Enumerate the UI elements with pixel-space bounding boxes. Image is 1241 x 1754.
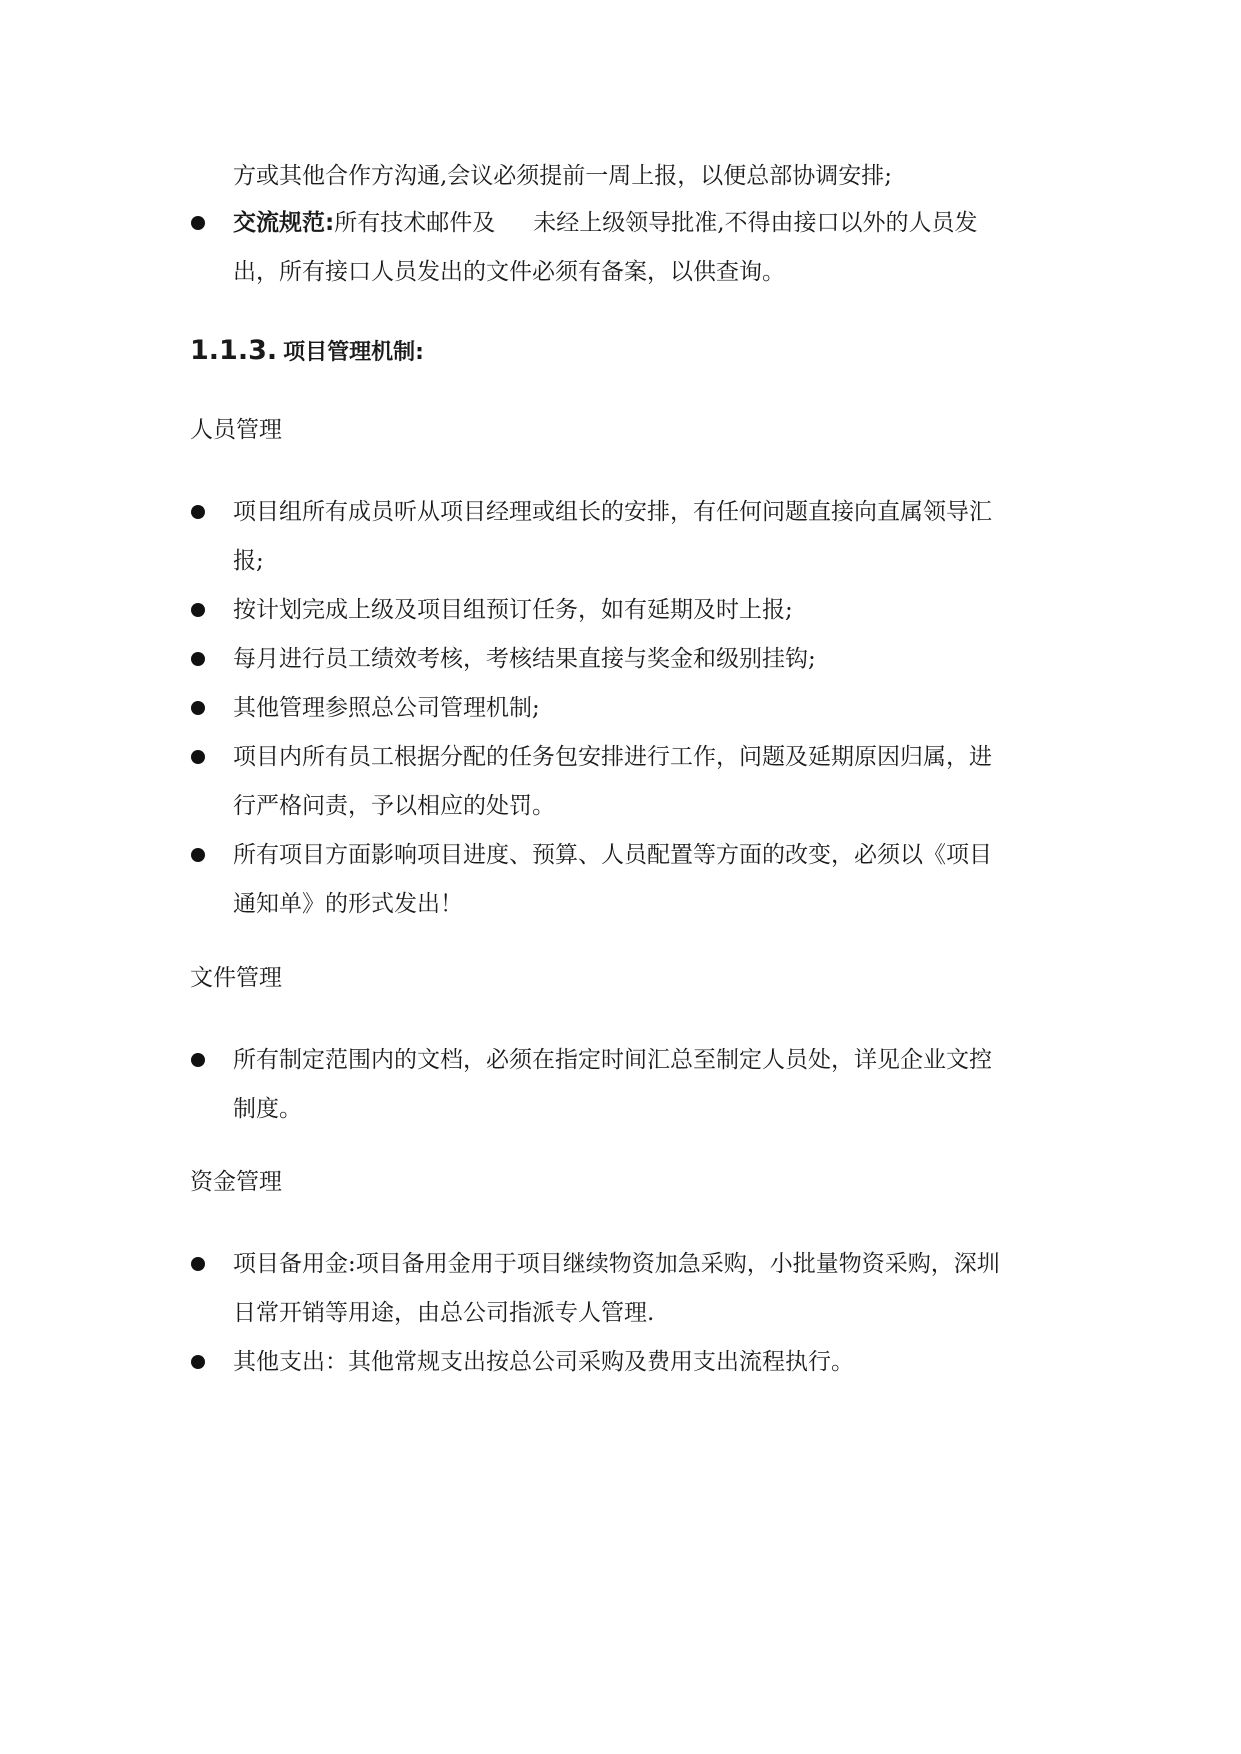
bullet-dot xyxy=(191,652,205,666)
list-item: 按计划完成上级及项目组预订任务，如有延期及时上报; xyxy=(233,597,793,623)
list-item: 项目备用金:项目备用金用于项目继续物资加急采购，小批量物资采购，深圳 xyxy=(233,1251,1000,1277)
list-item: 每月进行员工绩效考核，考核结果直接与奖金和级别挂钩; xyxy=(233,646,816,672)
bullet-dot xyxy=(191,1257,205,1271)
subheading-personnel: 人员管理 xyxy=(190,417,282,443)
bullet-dot xyxy=(191,848,205,862)
communication-text-1: 所有技术邮件及 xyxy=(334,210,496,236)
list-item-cont: 制度。 xyxy=(233,1096,302,1122)
subheading-files: 文件管理 xyxy=(190,965,282,991)
subheading-funds: 资金管理 xyxy=(190,1169,282,1195)
bullet-dot xyxy=(191,216,205,230)
list-item: 所有项目方面影响项目进度、预算、人员配置等方面的改变，必须以《项目 xyxy=(233,842,992,868)
list-item: 项目内所有员工根据分配的任务包安排进行工作，问题及延期原因归属，进 xyxy=(233,744,992,770)
section-number: 1.1.3. xyxy=(190,335,278,366)
bullet-dot xyxy=(191,1053,205,1067)
list-item-cont: 日常开销等用途，由总公司指派专人管理. xyxy=(233,1300,655,1326)
bullet-dot xyxy=(191,1355,205,1369)
communication-label: 交流规范: xyxy=(233,210,335,236)
bullet-dot xyxy=(191,750,205,764)
communication-text-2: 未经上级领导批准,不得由接口以外的人员发 xyxy=(533,210,978,236)
list-item: 项目组所有成员听从项目经理或组长的安排，有任何问题直接向直属领导汇 xyxy=(233,499,992,525)
communication-item-cont: 出，所有接口人员发出的文件必须有备案，以供查询。 xyxy=(233,259,785,285)
list-item: 其他管理参照总公司管理机制; xyxy=(233,695,540,721)
bullet-dot xyxy=(191,603,205,617)
bullet-dot xyxy=(191,505,205,519)
list-item: 所有制定范围内的文档，必须在指定时间汇总至制定人员处，详见企业文控 xyxy=(233,1047,992,1073)
list-item-cont: 通知单》的形式发出！ xyxy=(233,891,463,917)
list-item-cont: 报; xyxy=(233,548,264,574)
list-item-cont: 行严格问责，予以相应的处罚。 xyxy=(233,793,555,819)
communication-item xyxy=(233,208,978,238)
section-title: 项目管理机制: xyxy=(283,340,424,365)
list-item: 其他支出：其他常规支出按总公司采购及费用支出流程执行。 xyxy=(233,1349,854,1375)
section-heading xyxy=(190,334,424,371)
bullet-dot xyxy=(191,701,205,715)
continuation-text: 方或其他合作方沟通,会议必须提前一周上报，以便总部协调安排; xyxy=(233,163,893,189)
